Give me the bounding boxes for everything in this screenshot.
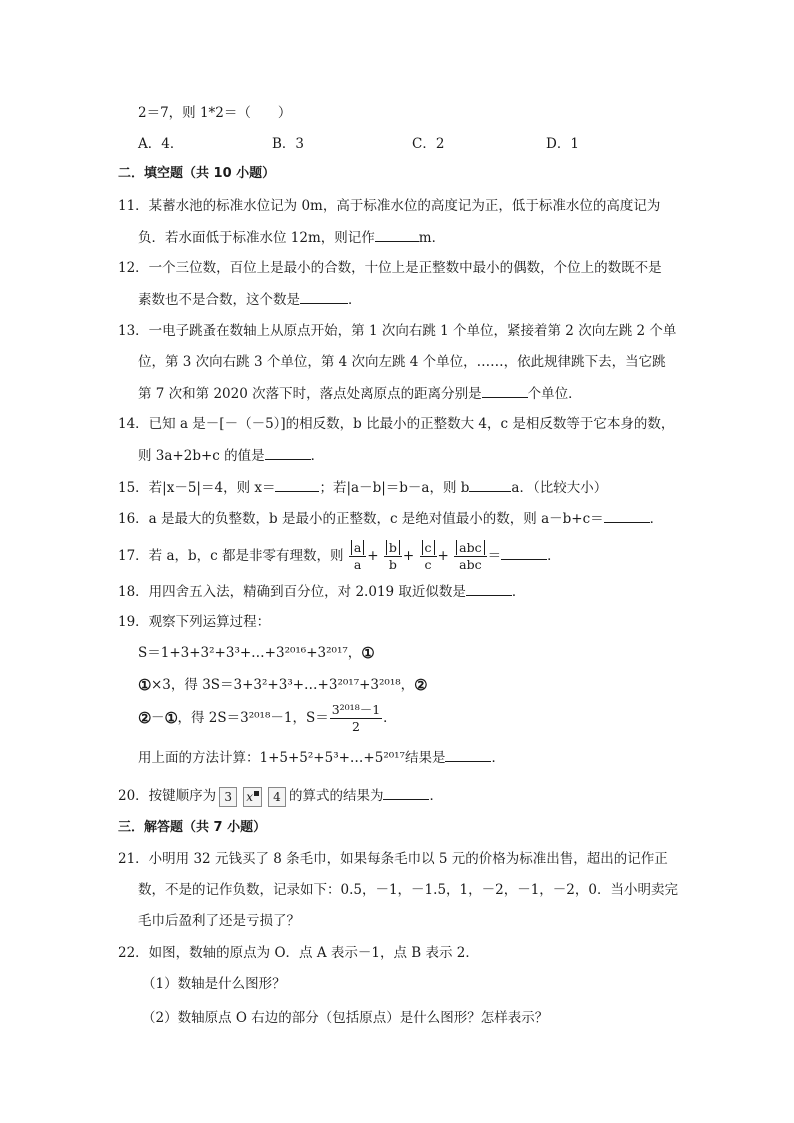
q17-fraction-a: $\frac{a}{a}$ (349, 540, 366, 573)
q10-option-d: D．1 (546, 136, 579, 152)
q14-line-2 (138, 445, 324, 466)
q14-answer-blank[interactable] (265, 445, 311, 460)
q15-answer-blank-1[interactable] (275, 477, 319, 492)
q18-answer-blank[interactable] (466, 581, 512, 596)
q19-equation-1: S＝1+3+3²+3³+…+3²⁰¹⁶+3²⁰¹⁷， (138, 645, 362, 661)
q13-line-1: 13．一电子跳蚤在数轴上从原点开始，第 1 次向右跳 1 个单位，紧接着第 2 次向左跳 2 个单 (118, 323, 677, 339)
q10-option-c: C．2 (412, 136, 445, 152)
q17-fraction-c: $\frac{c}{c}$ (420, 540, 437, 573)
q22-subquestion-2: （2）数轴原点 O 右边的部分（包括原点）是什么图形？怎样表示？ (142, 1010, 549, 1026)
q21-line-3: 毛巾后盈利了还是亏损了？ (138, 913, 300, 929)
q14-end: ． (310, 448, 325, 464)
q15-text-b: ；若|a－b|＝b－a，则 b (319, 480, 470, 496)
section-fill-in-heading: 二．填空题（共 10 小题） (118, 166, 276, 181)
q17-answer-blank[interactable] (501, 545, 547, 560)
q19-circled-2: ② (414, 676, 428, 694)
q20-line: 20．按键顺序为 3 x 4 的算式的结果为 ． (118, 784, 443, 808)
q17-fraction-b: $\frac{b}{b}$ (384, 540, 402, 573)
q19-line-5: 用上面的方法计算：1+5+5²+5³+…+5²⁰¹⁷结果是 ． (138, 747, 505, 768)
q17-line: 17．若 a，b，c 都是非零有理数，则 $\frac{a}{a}$ + $\frac{b}{b}$ + $\frac{c}{c}$ + $\frac{\text{abc}}{\text{abc}}$ ＝ ． (118, 540, 561, 572)
q19-circled-2-ref: ② (138, 709, 152, 727)
q15-text-c: a．（比较大小） (511, 480, 608, 496)
q19-circled-1-ref: ① (138, 676, 152, 694)
q11-text: 负．若水面低于标准水位 12m，则记作 (138, 230, 375, 246)
q19-equation-3: ，得 2S＝3²⁰¹⁸－1，S＝ (177, 710, 329, 726)
q12-end: ． (348, 292, 362, 308)
q19-fraction: $\frac{\text{3²⁰¹⁸－1}}{2}$ (331, 702, 381, 734)
q10-stem-continuation: 2＝7，则 1*2＝（ ） (138, 105, 292, 121)
key-4: 4 (268, 787, 286, 807)
q15-text-a: 15．若|x－5|＝4，则 x＝ (118, 480, 276, 496)
q20-text: 20．按键顺序为 (118, 788, 217, 804)
q13-end: 个单位． (527, 386, 582, 402)
q12-line-2 (138, 289, 362, 310)
q13-answer-blank[interactable] (482, 383, 528, 398)
q11-line-2 (138, 227, 445, 248)
key-3: 3 (219, 787, 237, 807)
q17-fraction-abc: $\frac{\text{abc}}{\text{abc}}$ (454, 540, 486, 573)
q16-answer-blank[interactable] (604, 508, 650, 523)
q19-line-1: 19．观察下列运算过程： (118, 614, 271, 630)
q19-line-4: ②－①，得 2S＝3²⁰¹⁸－1，S＝ $\frac{\text{3²⁰¹⁸－1}}{2}$ ． (138, 702, 397, 734)
square-icon (254, 791, 259, 796)
q13-text: 第 7 次和第 2020 次落下时，落点处离原点的距离分别是 (138, 386, 482, 402)
q20-text-b: 的算式的结果为 (288, 788, 384, 804)
q12-text: 素数也不是合数，这个数是 (138, 292, 300, 308)
q12-answer-blank[interactable] (300, 289, 348, 304)
q10-option-a: A．4． (138, 136, 184, 152)
q16-text: 16．a 是最大的负整数，b 是最小的正整数，c 是绝对值最小的数，则 a－b+c＝ (118, 511, 604, 527)
q15-line (118, 477, 607, 498)
q22-line-1: 22．如图，数轴的原点为 O．点 A 表示－1，点 B 表示 2． (118, 945, 479, 961)
q19-circled-1: ① (361, 644, 375, 662)
q16-line (118, 508, 663, 529)
q18-end: ． (511, 584, 526, 600)
q19-circled-1-ref-2: ① (164, 709, 178, 727)
q12-line-1: 12．一个三位数，百位上是最小的合数，十位上是正整数中最小的偶数，个位上的数既不是 (118, 260, 662, 276)
q11-unit: m． (418, 230, 446, 246)
q14-text: 则 3a+2b+c 的值是 (138, 448, 265, 464)
key-power: x (243, 787, 262, 807)
q19-line-3 (138, 675, 427, 695)
q16-end: ． (649, 511, 664, 527)
q18-line (118, 581, 525, 602)
q13-line-2: 位，第 3 次向右跳 3 个单位，第 4 次向左跳 4 个单位，……，依此规律跳下去，当它跳 (138, 354, 666, 370)
q19-equation-2: ×3，得 3S＝3+3²+3³+…+3²⁰¹⁷+3²⁰¹⁸， (151, 677, 415, 693)
q15-answer-blank-2[interactable] (469, 477, 511, 492)
q18-text: 18．用四舍五入法，精确到百分位，对 2.019 取近似数是 (118, 584, 466, 600)
q20-answer-blank[interactable] (383, 785, 429, 800)
q10-option-b: B．3 (272, 136, 305, 152)
q19-task: 用上面的方法计算：1+5+5²+5³+…+5²⁰¹⁷结果是 (138, 750, 446, 766)
q21-line-1: 21．小明用 32 元钱买了 8 条毛巾，如果每条毛巾以 5 元的价格为标准出售，超出的记作正 (118, 851, 668, 867)
q11-line-1: 11．某蓄水池的标准水位记为 0m，高于标准水位的高度记为正，低于标准水位的高度记为 (118, 198, 661, 214)
q11-answer-blank[interactable] (375, 227, 419, 242)
q17-text: 17．若 a，b，c 都是非零有理数，则 (118, 548, 344, 564)
q22-subquestion-1: （1）数轴是什么图形？ (142, 976, 286, 992)
section-answer-heading: 三．解答题（共 7 小题） (118, 820, 267, 835)
q14-line-1: 14．已知 a 是－[－（－5）]的相反数，b 比最小的正整数大 4，c 是相反数等于它本身的数， (118, 416, 675, 432)
q21-line-2: 数，不是的记作负数，记录如下：0.5，－1，－1.5，1，－2，－1，－2，0．当小明卖完 (138, 882, 678, 898)
q19-answer-blank[interactable] (445, 747, 491, 762)
q19-line-2 (138, 643, 374, 663)
q13-line-3 (138, 383, 582, 404)
